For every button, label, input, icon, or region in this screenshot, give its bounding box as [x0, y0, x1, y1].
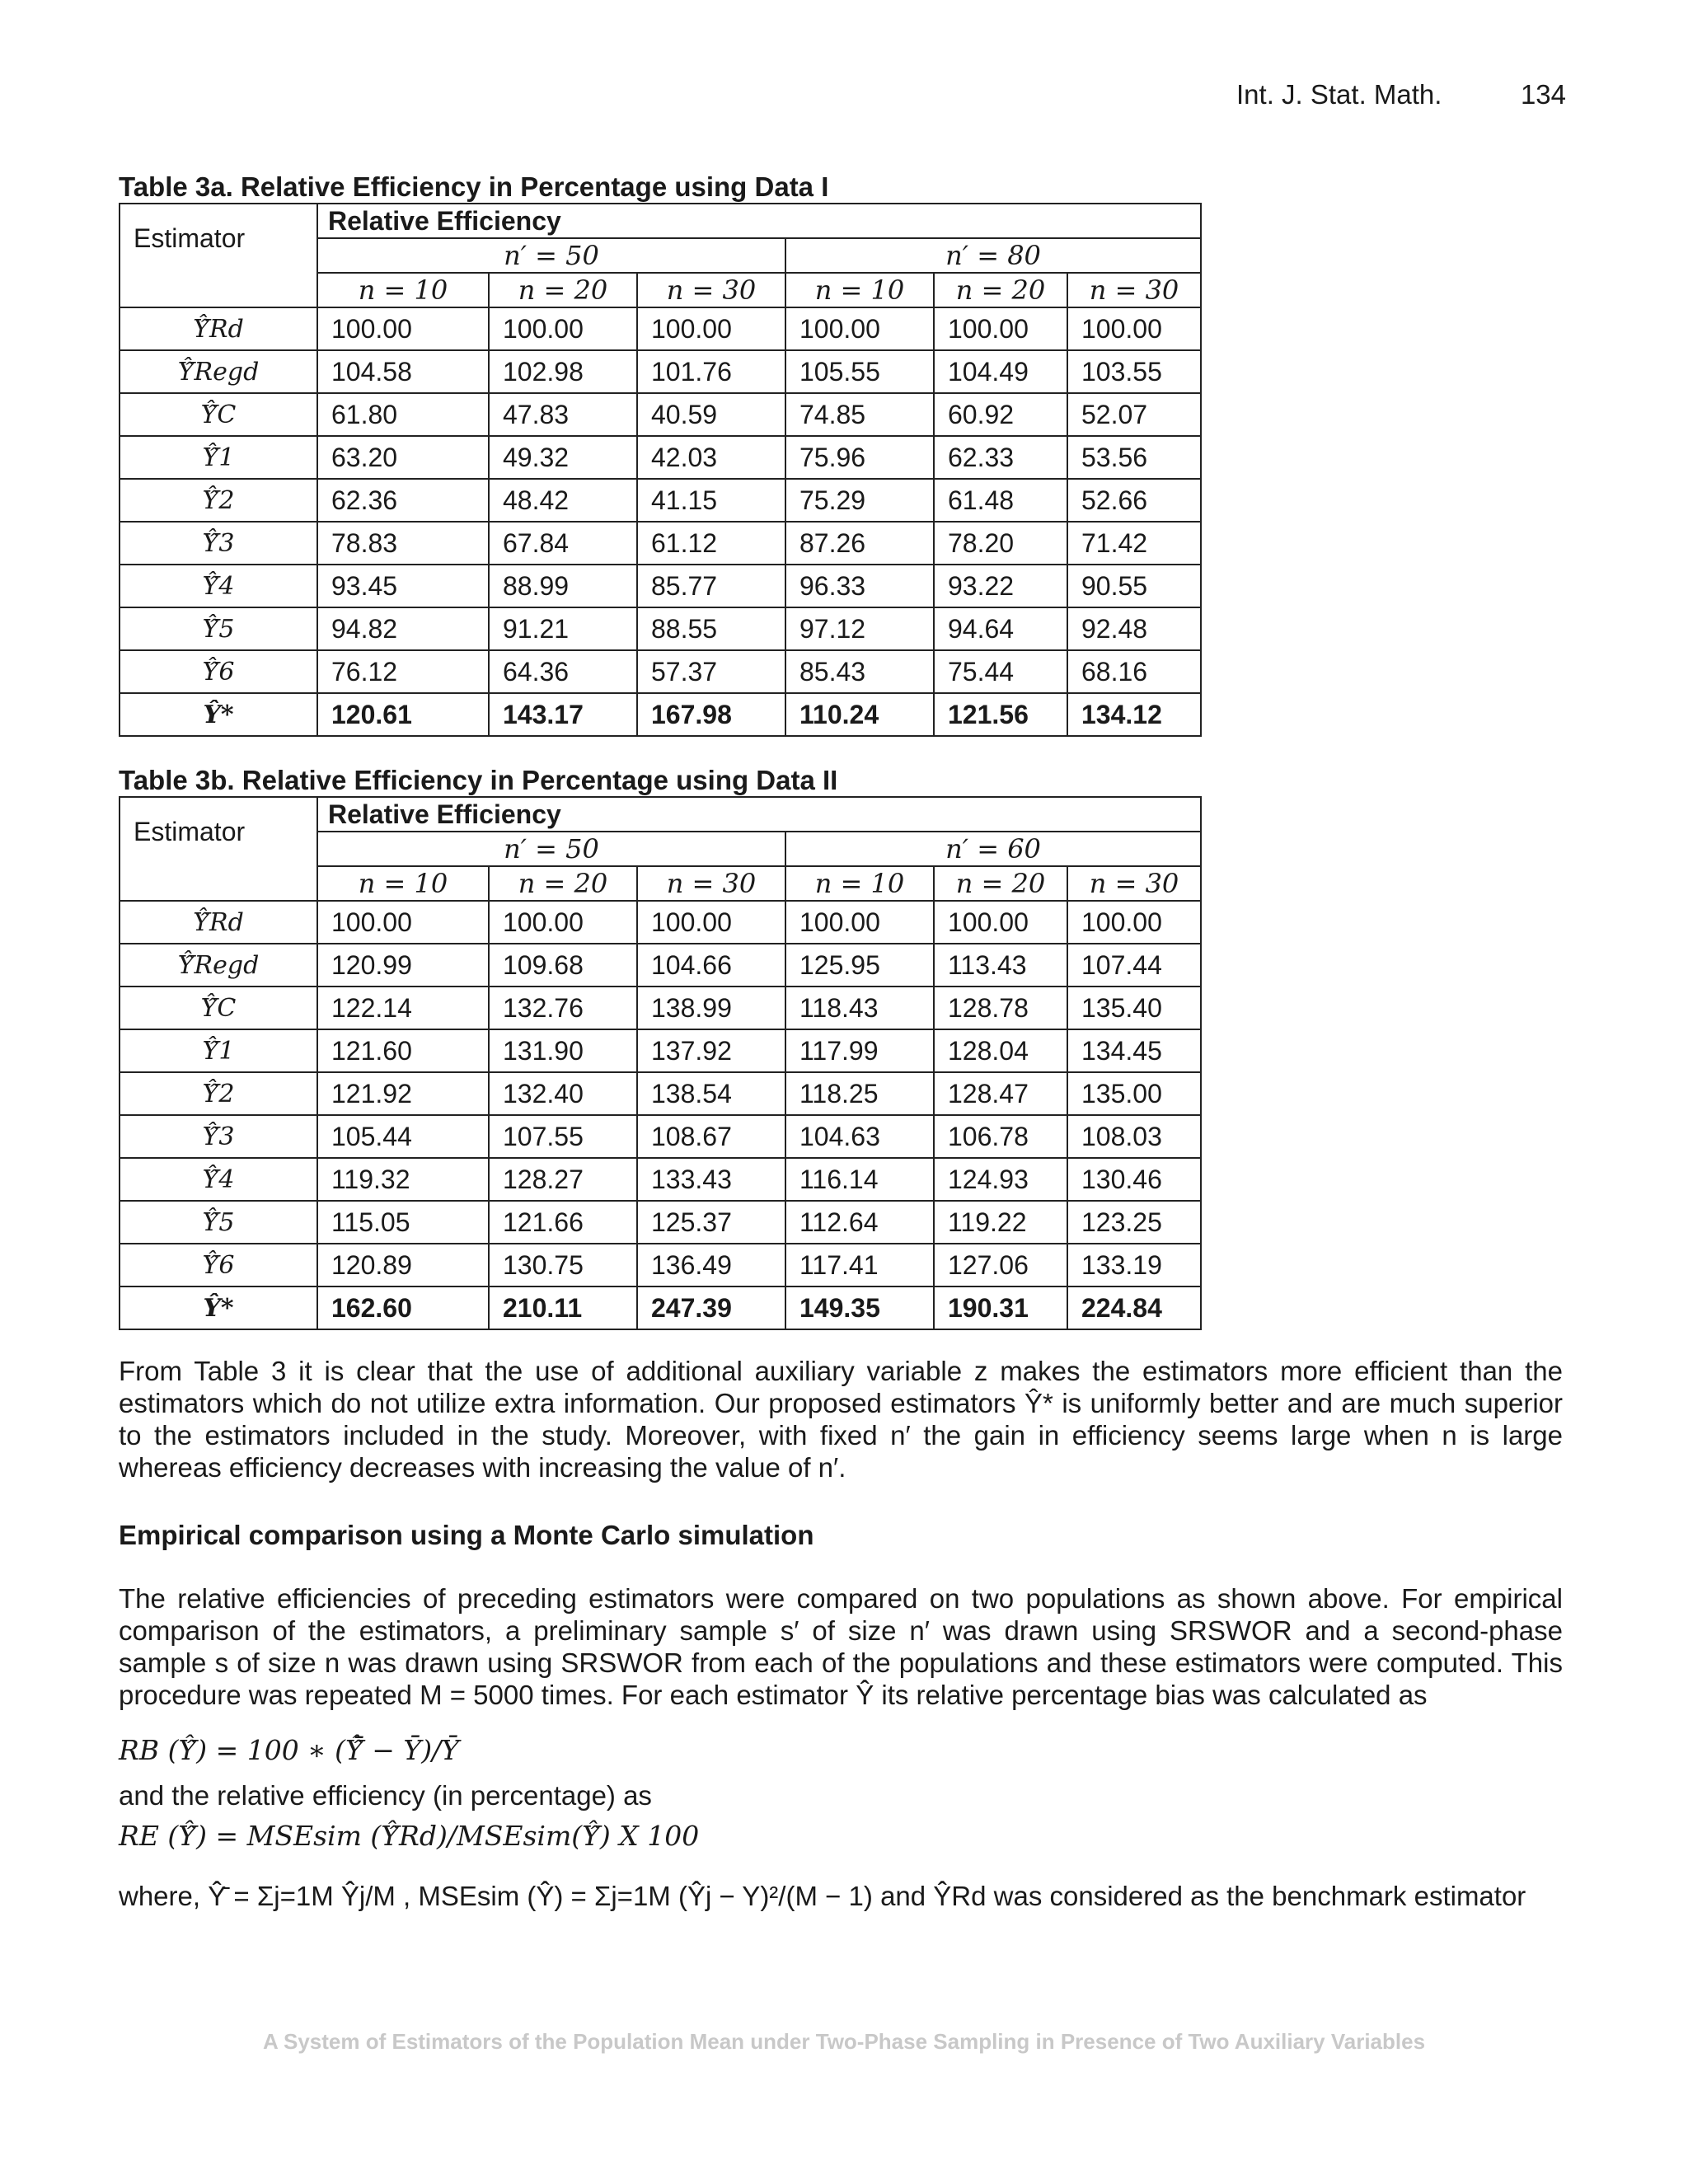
efficiency-value: 104.49: [934, 350, 1067, 393]
formula-relative-efficiency: RE (Ŷ̂) = MSEsim (Ŷ̂Rd)/MSEsim(Ŷ̂) X 100: [119, 1820, 700, 1852]
efficiency-value: 137.92: [637, 1029, 785, 1072]
estimator-symbol: Ŷ̂C: [120, 987, 317, 1029]
n-label: n = 30: [1067, 273, 1201, 307]
formula-where-clause: where, Ŷ̂̄ = Σj=1M Ŷ̂j/M , MSEsim (Ŷ̂) = Σj=1M (Ŷ̂j − Y)²/(M − 1) and Ŷ̂Rd was considered as the benchmark estimator: [119, 1881, 1526, 1911]
efficiency-value: 224.84: [1067, 1286, 1201, 1329]
n-label: n = 10: [785, 866, 934, 901]
estimator-symbol: Ŷ̂6: [120, 1244, 317, 1286]
formula-relative-bias: RB (Ŷ̂) = 100 ∗ (Ŷ̂̄ − Ȳ)/Ȳ: [119, 1734, 459, 1766]
efficiency-value: 88.55: [637, 607, 785, 650]
efficiency-value: 120.61: [317, 693, 489, 736]
efficiency-value: 110.24: [785, 693, 934, 736]
efficiency-value: 107.44: [1067, 944, 1201, 987]
estimator-symbol: Ŷ̂4: [120, 565, 317, 607]
efficiency-value: 149.35: [785, 1286, 934, 1329]
estimator-symbol: Ŷ*: [120, 693, 317, 736]
efficiency-value: 131.90: [489, 1029, 637, 1072]
efficiency-value: 128.04: [934, 1029, 1067, 1072]
n-label: n = 10: [785, 273, 934, 307]
estimator-symbol: Ŷ̂Rd: [120, 307, 317, 350]
efficiency-value: 61.12: [637, 522, 785, 565]
estimator-symbol: Ŷ̂Regd: [120, 350, 317, 393]
efficiency-value: 71.42: [1067, 522, 1201, 565]
table-row: [120, 607, 1201, 650]
efficiency-value: 106.78: [934, 1115, 1067, 1158]
n-label: n = 20: [489, 273, 637, 307]
efficiency-value: 119.22: [934, 1201, 1067, 1244]
efficiency-value: 85.43: [785, 650, 934, 693]
efficiency-value: 132.40: [489, 1072, 637, 1115]
table-row: [120, 565, 1201, 607]
paragraph-discussion: From Table 3 it is clear that the use of additional auxiliary variable z makes the estimators more efficient than the estimators which do not utilize extra information. Our proposed estimators Ŷ* is uniformly better and are much superior to the estimators included in the study. Moreover, with fixed n′ the gain in efficiency seems large when n is large whereas efficiency decreases with increasing the value of n′.: [119, 1356, 1563, 1483]
table-row: [120, 350, 1201, 393]
table-3a-n-row: [120, 273, 1201, 307]
efficiency-value: 100.00: [637, 307, 785, 350]
empty-cell: [120, 273, 317, 307]
efficiency-value: 105.44: [317, 1115, 489, 1158]
efficiency-value: 90.55: [1067, 565, 1201, 607]
estimator-symbol: Ŷ̂1: [120, 1029, 317, 1072]
efficiency-value: 100.00: [489, 901, 637, 944]
n-label: n = 30: [1067, 866, 1201, 901]
efficiency-value: 42.03: [637, 436, 785, 479]
estimator-symbol: Ŷ̂Regd: [120, 944, 317, 987]
efficiency-value: 41.15: [637, 479, 785, 522]
table-row: [120, 1158, 1201, 1201]
estimator-symbol: Ŷ̂4: [120, 1158, 317, 1201]
efficiency-value: 62.33: [934, 436, 1067, 479]
efficiency-value: 117.41: [785, 1244, 934, 1286]
efficiency-value: 61.48: [934, 479, 1067, 522]
efficiency-value: 121.60: [317, 1029, 489, 1072]
efficiency-value: 91.21: [489, 607, 637, 650]
table-row: [120, 1072, 1201, 1115]
estimator-symbol: Ŷ*: [120, 1286, 317, 1329]
efficiency-value: 117.99: [785, 1029, 934, 1072]
efficiency-value: 100.00: [1067, 307, 1201, 350]
efficiency-value: 75.96: [785, 436, 934, 479]
table-row: [120, 1115, 1201, 1158]
efficiency-value: 63.20: [317, 436, 489, 479]
table-row: [120, 436, 1201, 479]
efficiency-value: 85.77: [637, 565, 785, 607]
efficiency-value: 104.63: [785, 1115, 934, 1158]
estimator-symbol: Ŷ̂5: [120, 607, 317, 650]
efficiency-value: 75.44: [934, 650, 1067, 693]
estimator-symbol: Ŷ̂5: [120, 1201, 317, 1244]
efficiency-value: 68.16: [1067, 650, 1201, 693]
efficiency-value: 108.67: [637, 1115, 785, 1158]
efficiency-value: 102.98: [489, 350, 637, 393]
footer-title: A System of Estimators of the Population Mean under Two-Phase Sampling in Presence of Two Auxiliary Variables: [262, 2029, 1426, 2054]
table-row: [120, 650, 1201, 693]
efficiency-value: 128.27: [489, 1158, 637, 1201]
efficiency-value: 94.82: [317, 607, 489, 650]
n-label: n = 10: [317, 273, 489, 307]
group-n-prime-80: n′ = 80: [785, 238, 1201, 273]
estimator-symbol: Ŷ̂2: [120, 1072, 317, 1115]
group-n-prime-50: n′ = 50: [317, 238, 785, 273]
n-label: n = 20: [934, 866, 1067, 901]
efficiency-value: 47.83: [489, 393, 637, 436]
efficiency-value: 53.56: [1067, 436, 1201, 479]
efficiency-value: 112.64: [785, 1201, 934, 1244]
estimator-symbol: Ŷ̂3: [120, 1115, 317, 1158]
estimator-symbol: Ŷ̂6: [120, 650, 317, 693]
efficiency-value: 143.17: [489, 693, 637, 736]
estimator-symbol: Ŷ̂1: [120, 436, 317, 479]
efficiency-value: 120.89: [317, 1244, 489, 1286]
efficiency-value: 61.80: [317, 393, 489, 436]
estimator-symbol: Ŷ̂C: [120, 393, 317, 436]
efficiency-value: 130.75: [489, 1244, 637, 1286]
efficiency-value: 162.60: [317, 1286, 489, 1329]
efficiency-value: 100.00: [317, 901, 489, 944]
efficiency-value: 136.49: [637, 1244, 785, 1286]
efficiency-value: 100.00: [785, 307, 934, 350]
efficiency-value: 122.14: [317, 987, 489, 1029]
efficiency-value: 62.36: [317, 479, 489, 522]
efficiency-value: 108.03: [1067, 1115, 1201, 1158]
paragraph-simulation: The relative efficiencies of preceding estimators were compared on two populations as shown above. For empirical comparison of the estimators, a preliminary sample s′ of size n′ was drawn using SRSWOR and a second-phase sample s of size n was drawn using SRSWOR from each of the populations and these estimators were computed. This procedure was repeated M = 5000 times. For each estimator Ŷ̂ its relative percentage bias was calculated as: [119, 1583, 1563, 1710]
efficiency-value: 52.07: [1067, 393, 1201, 436]
efficiency-value: 127.06: [934, 1244, 1067, 1286]
efficiency-value: 48.42: [489, 479, 637, 522]
table-row: [120, 307, 1201, 350]
n-label: n = 30: [637, 273, 785, 307]
efficiency-value: 134.12: [1067, 693, 1201, 736]
efficiency-value: 76.12: [317, 650, 489, 693]
efficiency-value: 93.22: [934, 565, 1067, 607]
table-row: [120, 693, 1201, 736]
table-3a-re-header-row: [120, 204, 1201, 238]
section-heading: Empirical comparison using a Monte Carlo simulation: [119, 1520, 814, 1550]
efficiency-value: 88.99: [489, 565, 637, 607]
efficiency-value: 190.31: [934, 1286, 1067, 1329]
estimator-header: Estimator: [120, 797, 317, 866]
n-label: n = 30: [637, 866, 785, 901]
efficiency-value: 118.43: [785, 987, 934, 1029]
journal-name: Int. J. Stat. Math.: [1236, 79, 1442, 110]
table-row: [120, 479, 1201, 522]
efficiency-value: 210.11: [489, 1286, 637, 1329]
table-3a-body: [120, 307, 1201, 736]
efficiency-value: 130.46: [1067, 1158, 1201, 1201]
table-3b-caption: Table 3b. Relative Efficiency in Percentage using Data II: [119, 765, 838, 795]
efficiency-value: 128.78: [934, 987, 1067, 1029]
table-3a-caption: Table 3a. Relative Efficiency in Percentage using Data I: [119, 171, 829, 202]
efficiency-value: 100.00: [489, 307, 637, 350]
table-row: [120, 1244, 1201, 1286]
efficiency-value: 138.54: [637, 1072, 785, 1115]
efficiency-value: 120.99: [317, 944, 489, 987]
efficiency-value: 78.83: [317, 522, 489, 565]
table-row: [120, 1029, 1201, 1072]
efficiency-value: 121.66: [489, 1201, 637, 1244]
efficiency-value: 138.99: [637, 987, 785, 1029]
efficiency-value: 101.76: [637, 350, 785, 393]
efficiency-value: 97.12: [785, 607, 934, 650]
efficiency-value: 93.45: [317, 565, 489, 607]
efficiency-value: 52.66: [1067, 479, 1201, 522]
n-label: n = 10: [317, 866, 489, 901]
efficiency-value: 103.55: [1067, 350, 1201, 393]
efficiency-value: 118.25: [785, 1072, 934, 1115]
table-row: [120, 987, 1201, 1029]
efficiency-value: 121.56: [934, 693, 1067, 736]
estimator-symbol: Ŷ̂3: [120, 522, 317, 565]
relative-efficiency-header: Relative Efficiency: [317, 797, 1201, 832]
running-header: [1236, 79, 1566, 115]
efficiency-value: 78.20: [934, 522, 1067, 565]
efficiency-value: 132.76: [489, 987, 637, 1029]
group-n-prime-60: n′ = 60: [785, 832, 1201, 866]
efficiency-value: 133.43: [637, 1158, 785, 1201]
efficiency-value: 75.29: [785, 479, 934, 522]
efficiency-value: 100.00: [637, 901, 785, 944]
efficiency-value: 247.39: [637, 1286, 785, 1329]
efficiency-value: 107.55: [489, 1115, 637, 1158]
efficiency-value: 121.92: [317, 1072, 489, 1115]
efficiency-value: 100.00: [785, 901, 934, 944]
efficiency-value: 40.59: [637, 393, 785, 436]
n-label: n = 20: [934, 273, 1067, 307]
efficiency-value: 87.26: [785, 522, 934, 565]
efficiency-value: 113.43: [934, 944, 1067, 987]
efficiency-value: 100.00: [1067, 901, 1201, 944]
efficiency-value: 100.00: [934, 307, 1067, 350]
efficiency-value: 128.47: [934, 1072, 1067, 1115]
table-3a: [119, 203, 1202, 737]
efficiency-value: 60.92: [934, 393, 1067, 436]
table-row: [120, 1201, 1201, 1244]
efficiency-value: 115.05: [317, 1201, 489, 1244]
efficiency-value: 119.32: [317, 1158, 489, 1201]
table-row: [120, 522, 1201, 565]
efficiency-value: 104.66: [637, 944, 785, 987]
efficiency-value: 100.00: [934, 901, 1067, 944]
efficiency-value: 100.00: [317, 307, 489, 350]
efficiency-value: 123.25: [1067, 1201, 1201, 1244]
efficiency-value: 74.85: [785, 393, 934, 436]
efficiency-value: 116.14: [785, 1158, 934, 1201]
efficiency-value: 135.40: [1067, 987, 1201, 1029]
efficiency-value: 94.64: [934, 607, 1067, 650]
group-n-prime-50: n′ = 50: [317, 832, 785, 866]
efficiency-value: 92.48: [1067, 607, 1201, 650]
efficiency-value: 125.95: [785, 944, 934, 987]
efficiency-value: 167.98: [637, 693, 785, 736]
efficiency-value: 64.36: [489, 650, 637, 693]
efficiency-value: 124.93: [934, 1158, 1067, 1201]
table-row: [120, 901, 1201, 944]
relative-efficiency-header: Relative Efficiency: [317, 204, 1201, 238]
efficiency-value: 67.84: [489, 522, 637, 565]
efficiency-value: 134.45: [1067, 1029, 1201, 1072]
efficiency-value: 105.55: [785, 350, 934, 393]
empty-cell: [120, 866, 317, 901]
estimator-header: Estimator: [120, 204, 317, 273]
efficiency-value: 96.33: [785, 565, 934, 607]
efficiency-value: 49.32: [489, 436, 637, 479]
estimator-symbol: Ŷ̂2: [120, 479, 317, 522]
page-number: 134: [1520, 79, 1566, 110]
efficiency-value: 57.37: [637, 650, 785, 693]
table-3b-re-header-row: [120, 797, 1201, 832]
table-3b: [119, 796, 1202, 1330]
efficiency-value: 133.19: [1067, 1244, 1201, 1286]
efficiency-value: 135.00: [1067, 1072, 1201, 1115]
table-row: [120, 944, 1201, 987]
table-row: [120, 393, 1201, 436]
paragraph-relative-efficiency: and the relative efficiency (in percentage) as: [119, 1780, 652, 1811]
estimator-symbol: Ŷ̂Rd: [120, 901, 317, 944]
efficiency-value: 109.68: [489, 944, 637, 987]
efficiency-value: 104.58: [317, 350, 489, 393]
table-3b-n-row: [120, 866, 1201, 901]
table-row: [120, 1286, 1201, 1329]
n-label: n = 20: [489, 866, 637, 901]
efficiency-value: 125.37: [637, 1201, 785, 1244]
table-3b-body: [120, 901, 1201, 1329]
